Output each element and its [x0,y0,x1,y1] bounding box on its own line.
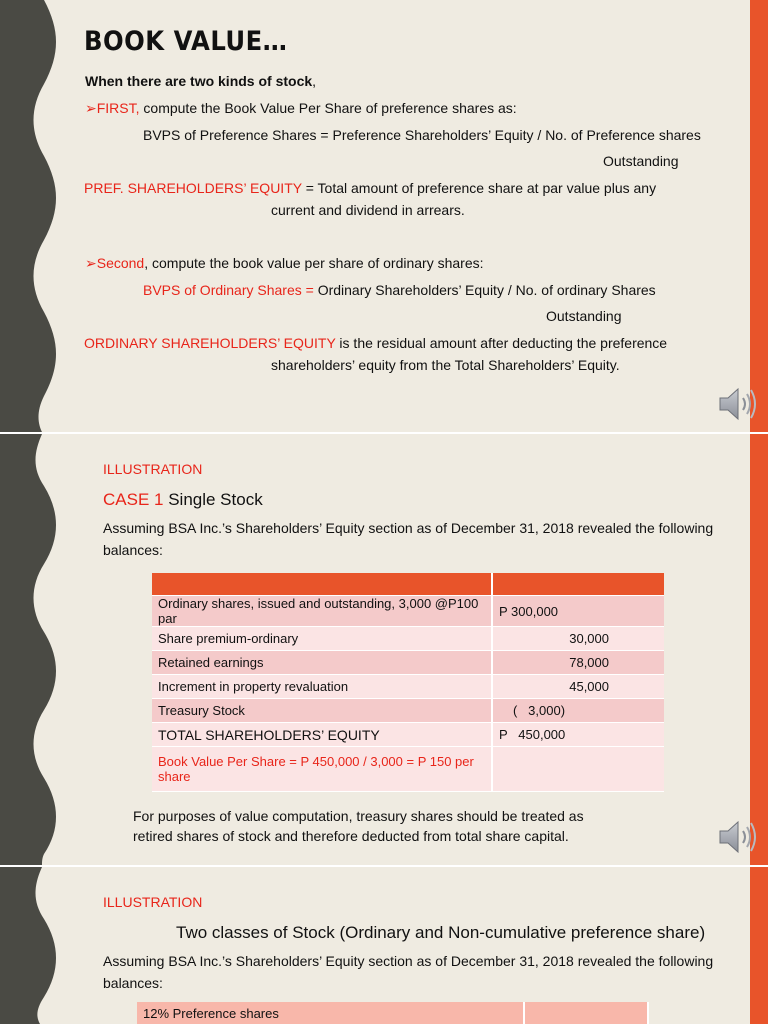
bvps-ordinary-formula: BVPS of Ordinary Shares = Ordinary Shareholders’ Equity / No. of ordinary Shares [143,282,656,298]
illustration-heading: ILLUSTRATION [103,894,203,910]
assumption-text-line2: balances: [103,975,163,991]
speaker-icon[interactable] [718,386,758,422]
table-bvps-row: Book Value Per Share = P 450,000 / 3,000 = P 150 per share [152,747,664,792]
illustration-heading: ILLUSTRATION [103,461,203,477]
assumption-text: Assuming BSA Inc.’s Shareholders’ Equity section as of December 31, 2018 revealed the following [103,520,714,536]
outstanding-label-1: Outstanding [603,153,679,169]
pref-equity-definition-line2: current and dividend in arrears. [271,202,465,218]
table-row: Ordinary shares, issued and outstanding, 3,000 @P100 par P 300,000 [152,596,664,627]
bvps-preference-formula: BVPS of Preference Shares = Preference Shareholders’ Equity / No. of Preference shares [143,127,701,143]
table-header-row [152,573,664,596]
table-row: 12% Preference shares [137,1002,648,1024]
slide-illustration-two-classes [0,867,768,1024]
slide-illustration-case1 [0,434,768,865]
assumption-text-line2: balances: [103,542,163,558]
table-total-row: TOTAL SHAREHOLDERS’ EQUITY P 450,000 [152,723,664,747]
speaker-icon[interactable] [718,819,758,855]
bullet-second: ➢Second, compute the book value per share of ordinary shares: [85,255,484,271]
assumption-text: Assuming BSA Inc.’s Shareholders’ Equity section as of December 31, 2018 revealed the following [103,953,714,969]
right-accent-bar [750,867,768,1024]
right-accent-bar [750,0,768,432]
left-wave-decoration [0,0,80,432]
table-row: Share premium-ordinary 30,000 [152,627,664,651]
slide-book-value [0,0,768,432]
table-row: Retained earnings 78,000 [152,651,664,675]
bullet-first: ➢FIRST, compute the Book Value Per Share of preference shares as: [85,100,517,116]
pref-equity-definition: PREF. SHAREHOLDERS’ EQUITY = Total amount of preference share at par value plus any [84,180,657,196]
slide-title: BOOK VALUE… [84,26,288,57]
left-wave-decoration [0,434,80,865]
ordinary-equity-definition-line2: shareholders’ equity from the Total Shareholders’ Equity. [271,357,620,373]
equity-table [152,573,664,792]
right-accent-bar [750,434,768,865]
equity-table-two-classes [137,1002,649,1024]
intro-text: When there are two kinds of stock, [85,73,317,89]
treasury-note: For purposes of value computation, treasury shares should be treated as [133,808,584,824]
two-classes-subtitle: Two classes of Stock (Ordinary and Non-cumulative preference share) [176,923,706,942]
ordinary-equity-definition: ORDINARY SHAREHOLDERS’ EQUITY is the residual amount after deducting the preference [84,335,668,351]
table-row: Treasury Stock ( 3,000) [152,699,664,723]
table-row: Increment in property revaluation 45,000 [152,675,664,699]
left-wave-decoration [0,867,80,1024]
case-heading: CASE 1 Single Stock [103,490,263,509]
treasury-note-line2: retired shares of stock and therefore deducted from total share capital. [133,828,569,844]
outstanding-label-2: Outstanding [546,308,622,324]
